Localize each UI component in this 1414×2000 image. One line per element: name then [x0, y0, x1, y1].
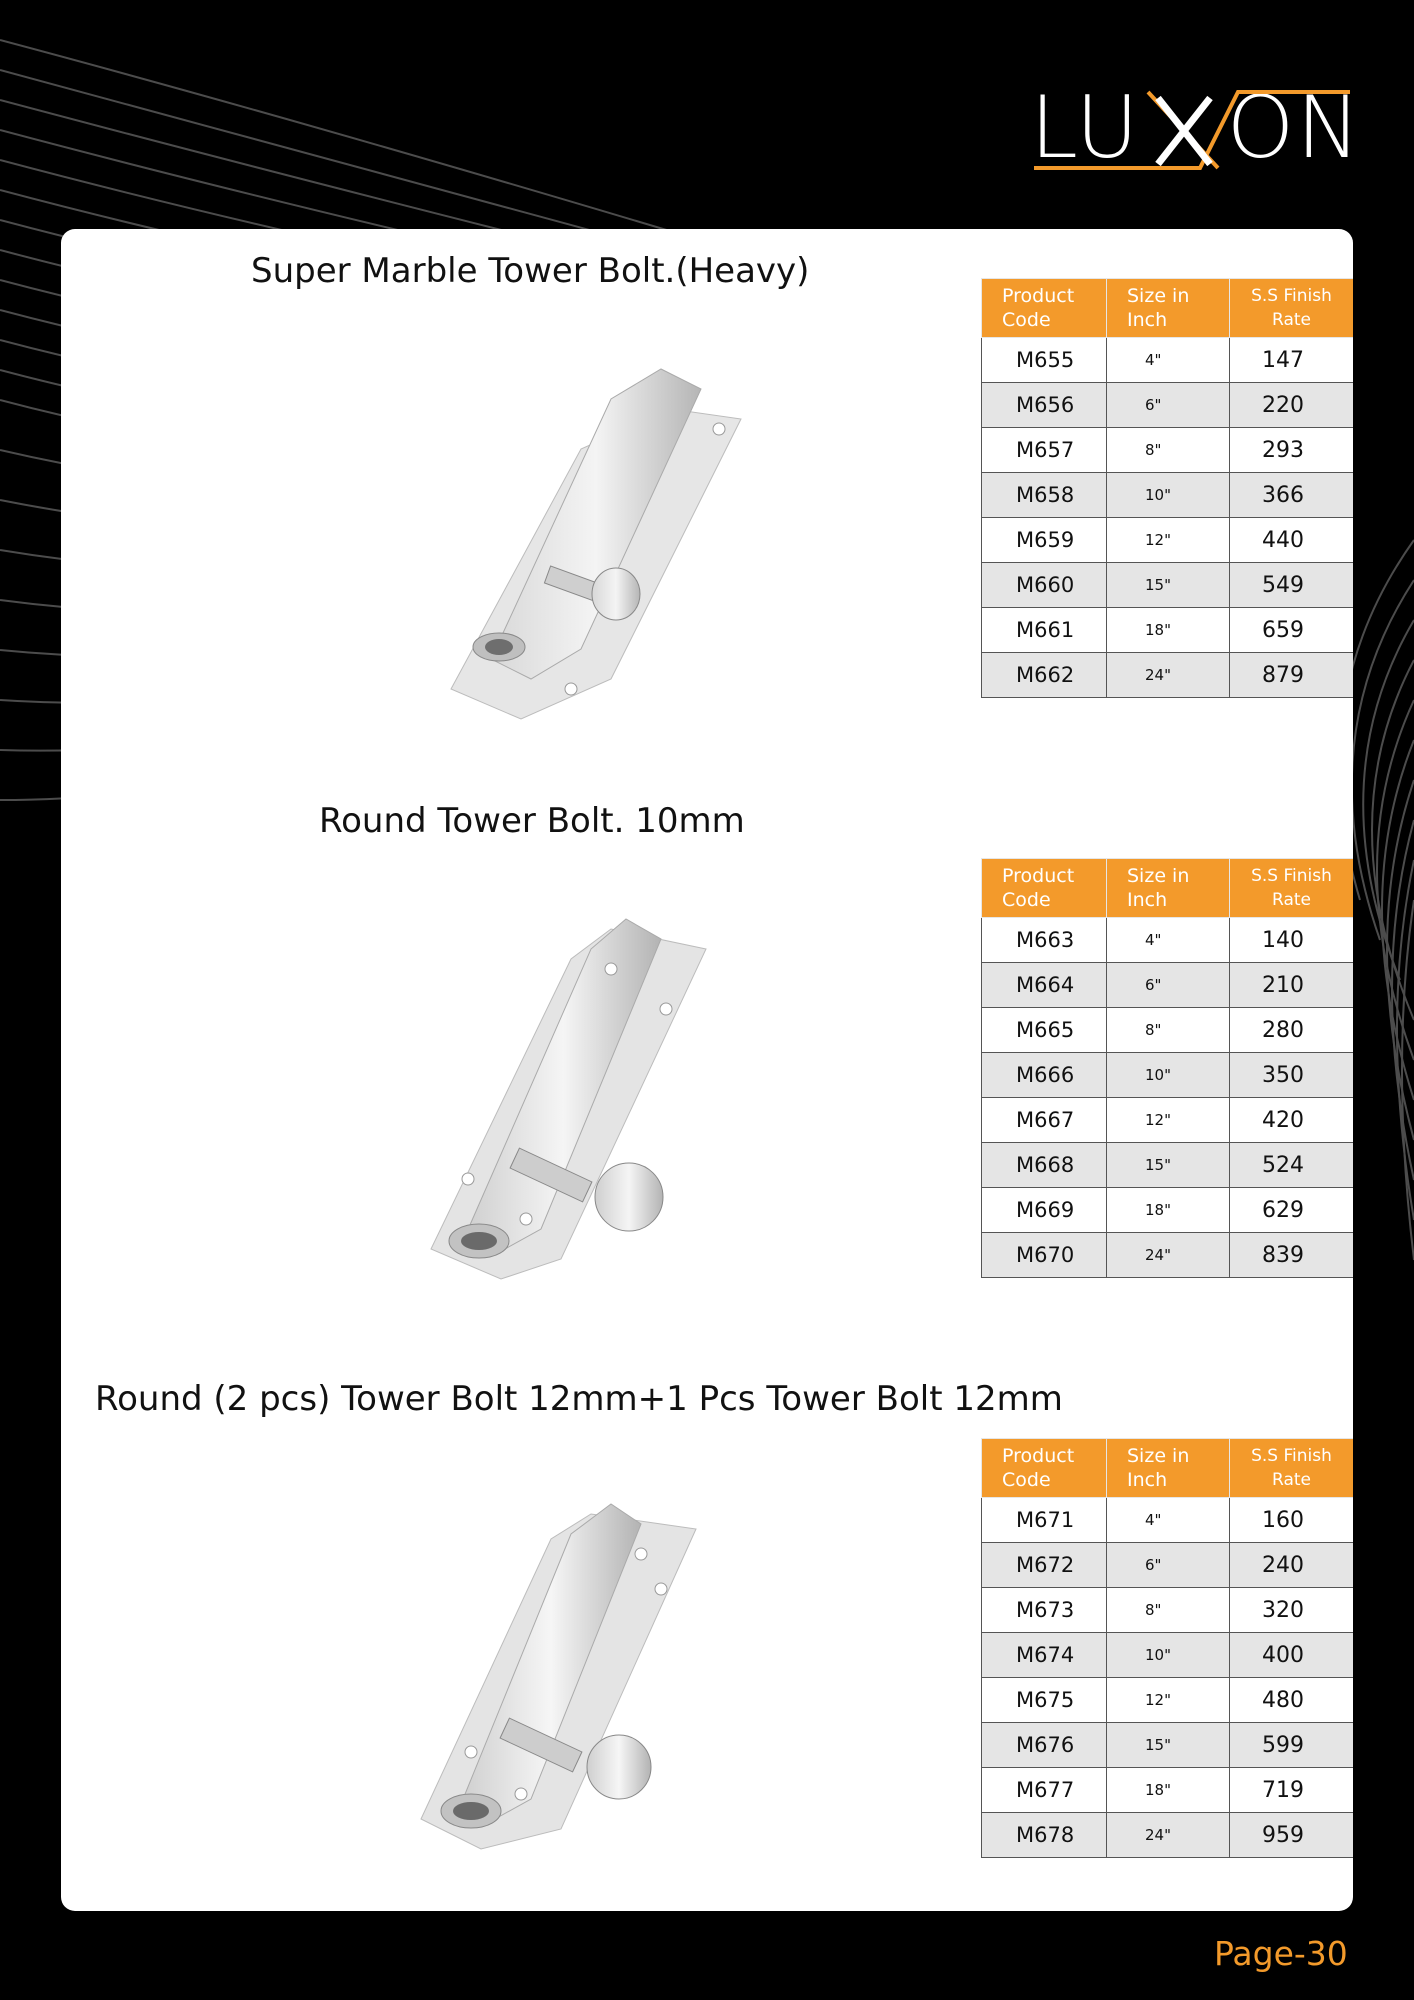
table-row [982, 1008, 1354, 1053]
table-row [982, 1723, 1354, 1768]
cell-size: 15" [1107, 1723, 1230, 1768]
cell-size: 24" [1107, 653, 1230, 698]
cell-code: M668 [982, 1143, 1107, 1188]
cell-rate: 629 [1230, 1188, 1354, 1233]
cell-code: M666 [982, 1053, 1107, 1098]
cell-rate: 293 [1230, 428, 1354, 473]
cell-code: M677 [982, 1768, 1107, 1813]
cell-size: 24" [1107, 1233, 1230, 1278]
table-row [982, 473, 1354, 518]
cell-code: M660 [982, 563, 1107, 608]
cell-rate: 524 [1230, 1143, 1354, 1188]
cell-size: 4" [1107, 1498, 1230, 1543]
cell-code: M664 [982, 963, 1107, 1008]
cell-code: M656 [982, 383, 1107, 428]
table-row [982, 1143, 1354, 1188]
cell-size: 12" [1107, 1678, 1230, 1723]
table-row [982, 563, 1354, 608]
cell-rate: 147 [1230, 338, 1354, 383]
table-row [982, 428, 1354, 473]
cell-code: M661 [982, 608, 1107, 653]
cell-rate: 140 [1230, 918, 1354, 963]
cell-rate: 400 [1230, 1633, 1354, 1678]
cell-size: 6" [1107, 963, 1230, 1008]
cell-rate: 659 [1230, 608, 1354, 653]
price-table-round-2pcs [981, 1438, 1353, 1858]
cell-rate: 366 [1230, 473, 1354, 518]
cell-size: 12" [1107, 518, 1230, 563]
section-title-super-marble-tower-bolt: Super Marble Tower Bolt.(Heavy) [251, 251, 810, 291]
cell-code: M674 [982, 1633, 1107, 1678]
cell-rate: 440 [1230, 518, 1354, 563]
header-product-code: Product Code [982, 279, 1107, 338]
cell-rate: 350 [1230, 1053, 1354, 1098]
table-row [982, 608, 1354, 653]
cell-rate: 839 [1230, 1233, 1354, 1278]
cell-code: M672 [982, 1543, 1107, 1588]
cell-size: 8" [1107, 1588, 1230, 1633]
table-row [982, 383, 1354, 428]
table-row [982, 518, 1354, 563]
cell-rate: 320 [1230, 1588, 1354, 1633]
table-row [982, 1813, 1354, 1858]
cell-size: 18" [1107, 608, 1230, 653]
brand-logo-text: LU ON [1030, 78, 1363, 178]
cell-rate: 210 [1230, 963, 1354, 1008]
brand-logo [1030, 78, 1363, 178]
cell-code: M655 [982, 338, 1107, 383]
cell-rate: 549 [1230, 563, 1354, 608]
cell-size: 8" [1107, 1008, 1230, 1053]
cell-size: 24" [1107, 1813, 1230, 1858]
header-rate: S.S Finish Rate [1230, 1439, 1354, 1498]
cell-rate: 240 [1230, 1543, 1354, 1588]
cell-rate: 480 [1230, 1678, 1354, 1723]
table-row [982, 1233, 1354, 1278]
table-row [982, 1768, 1354, 1813]
cell-code: M670 [982, 1233, 1107, 1278]
cell-code: M675 [982, 1678, 1107, 1723]
table-row [982, 653, 1354, 698]
header-rate: S.S Finish Rate [1230, 279, 1354, 338]
cell-code: M663 [982, 918, 1107, 963]
cell-code: M665 [982, 1008, 1107, 1053]
cell-rate: 599 [1230, 1723, 1354, 1768]
cell-code: M676 [982, 1723, 1107, 1768]
tower-bolt-heavy-image [371, 319, 761, 739]
table-row [982, 1098, 1354, 1143]
section-title-round-tower-bolt-10mm: Round Tower Bolt. 10mm [319, 801, 745, 841]
cell-rate: 879 [1230, 653, 1354, 698]
round-tower-bolt-10mm-image [361, 879, 781, 1319]
cell-rate: 420 [1230, 1098, 1354, 1143]
cell-size: 6" [1107, 1543, 1230, 1588]
table-row [982, 1588, 1354, 1633]
header-rate: S.S Finish Rate [1230, 859, 1354, 918]
header-size: Size in Inch [1107, 1439, 1230, 1498]
table-row [982, 1498, 1354, 1543]
cell-size: 10" [1107, 1633, 1230, 1678]
cell-size: 12" [1107, 1098, 1230, 1143]
cell-size: 10" [1107, 1053, 1230, 1098]
header-size: Size in Inch [1107, 279, 1230, 338]
cell-rate: 959 [1230, 1813, 1354, 1858]
cell-code: M662 [982, 653, 1107, 698]
cell-size: 4" [1107, 338, 1230, 383]
cell-code: M669 [982, 1188, 1107, 1233]
cell-code: M673 [982, 1588, 1107, 1633]
cell-size: 6" [1107, 383, 1230, 428]
table-header-row [982, 1439, 1354, 1498]
cell-code: M657 [982, 428, 1107, 473]
cell-rate: 280 [1230, 1008, 1354, 1053]
cell-code: M667 [982, 1098, 1107, 1143]
header-size: Size in Inch [1107, 859, 1230, 918]
table-row [982, 1053, 1354, 1098]
table-row [982, 963, 1354, 1008]
cell-code: M671 [982, 1498, 1107, 1543]
price-table-heavy [981, 278, 1353, 698]
cell-rate: 220 [1230, 383, 1354, 428]
page-number: Page-30 [1214, 1934, 1348, 1973]
cell-size: 18" [1107, 1768, 1230, 1813]
table-row [982, 918, 1354, 963]
table-row [982, 1633, 1354, 1678]
cell-rate: 160 [1230, 1498, 1354, 1543]
header-product-code: Product Code [982, 1439, 1107, 1498]
cell-size: 15" [1107, 1143, 1230, 1188]
table-header-row [982, 859, 1354, 918]
cell-size: 8" [1107, 428, 1230, 473]
table-row [982, 1678, 1354, 1723]
table-row [982, 1188, 1354, 1233]
cell-code: M659 [982, 518, 1107, 563]
cell-size: 15" [1107, 563, 1230, 608]
catalog-panel [61, 229, 1353, 1911]
section-title-round-2pcs-tower-bolt: Round (2 pcs) Tower Bolt 12mm+1 Pcs Tower Bolt 12mm [95, 1379, 1063, 1419]
cell-code: M658 [982, 473, 1107, 518]
cell-size: 18" [1107, 1188, 1230, 1233]
cell-size: 4" [1107, 918, 1230, 963]
table-row [982, 1543, 1354, 1588]
cell-rate: 719 [1230, 1768, 1354, 1813]
cell-code: M678 [982, 1813, 1107, 1858]
round-2pcs-tower-bolt-image [361, 1469, 781, 1889]
price-table-round-10mm [981, 858, 1353, 1278]
cell-size: 10" [1107, 473, 1230, 518]
table-header-row [982, 279, 1354, 338]
logo-x-mark [1030, 82, 1355, 174]
header-product-code: Product Code [982, 859, 1107, 918]
table-row [982, 338, 1354, 383]
